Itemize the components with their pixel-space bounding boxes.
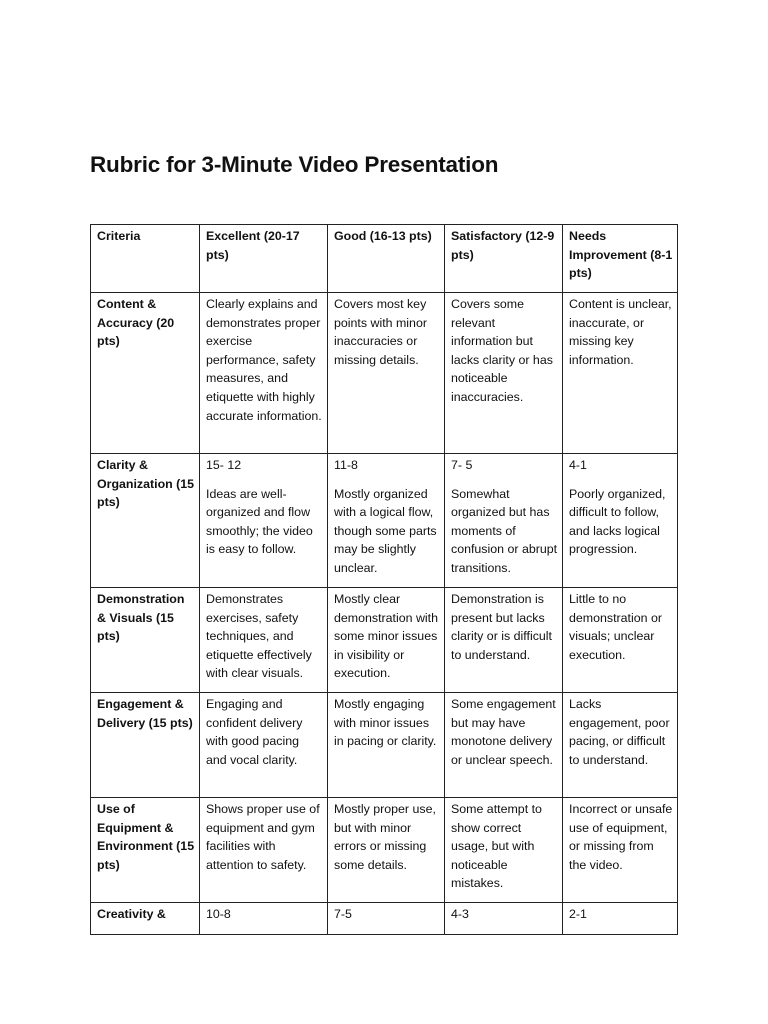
satisfactory-cell	[445, 293, 563, 454]
needs-improvement-cell	[563, 293, 678, 454]
good-cell	[328, 693, 445, 798]
table-row	[91, 454, 678, 588]
excellent-cell	[200, 454, 328, 588]
criteria-cell: Engagement & Delivery (15 pts)	[91, 693, 200, 798]
header-good: Good (16-13 pts)	[328, 225, 445, 293]
table-header-row	[91, 225, 678, 293]
header-satisfactory: Satisfactory (12-9 pts)	[445, 225, 563, 293]
points-range: 10-8	[206, 907, 231, 921]
points-range: 15- 12	[206, 458, 242, 472]
needs-improvement-cell	[563, 588, 678, 693]
table-row	[91, 588, 678, 693]
cell-text: Content is unclear, inaccurate, or missing key information.	[569, 297, 672, 367]
cell-text: Mostly organized with a logical flow, though some parts may be slightly unclear.	[334, 486, 437, 575]
cell-text: Clearly explains and demonstrates proper exercise performance, safety measures, and etiquette with highly accurate information.	[206, 297, 322, 423]
cell-text: Covers some relevant information but lacks clarity or has noticeable inaccuracies.	[451, 297, 553, 404]
criteria-cell: Demonstration & Visuals (15 pts)	[91, 588, 200, 693]
needs-improvement-cell	[563, 903, 678, 935]
table-row	[91, 293, 678, 454]
cell-text: Shows proper use of equipment and gym facilities with attention to safety.	[206, 802, 320, 872]
table-row	[91, 798, 678, 903]
cell-text: Engaging and confident delivery with good pacing and vocal clarity.	[206, 697, 303, 767]
points-range: 7- 5	[451, 458, 473, 472]
cell-text: Mostly proper use, but with minor errors or missing some details.	[334, 802, 436, 872]
cell-text: Mostly engaging with minor issues in pacing or clarity.	[334, 697, 437, 749]
excellent-cell	[200, 693, 328, 798]
criteria-cell: Content & Accuracy (20 pts)	[91, 293, 200, 454]
points-range: 11-8	[334, 458, 358, 472]
cell-text: Mostly clear demonstration with some minor issues in visibility or execution.	[334, 592, 438, 681]
satisfactory-cell	[445, 454, 563, 588]
header-needs-improvement: Needs Improvement (8-1 pts)	[563, 225, 678, 293]
needs-improvement-cell	[563, 693, 678, 798]
cell-text: Poorly organized, difficult to follow, and lacks logical progression.	[569, 486, 666, 557]
cell-text: Lacks engagement, poor pacing, or difficult to understand.	[569, 697, 670, 767]
satisfactory-cell	[445, 798, 563, 903]
cell-text: Incorrect or unsafe use of equipment, or missing from the video.	[569, 802, 673, 872]
points-range: 2-1	[569, 907, 587, 921]
cell-text: Demonstration is present but lacks clarity or is difficult to understand.	[451, 592, 552, 662]
good-cell	[328, 588, 445, 693]
points-range: 4-1	[569, 458, 587, 472]
good-cell	[328, 903, 445, 935]
needs-improvement-cell	[563, 454, 678, 588]
rubric-table	[90, 224, 678, 935]
excellent-cell	[200, 293, 328, 454]
satisfactory-cell	[445, 588, 563, 693]
criteria-cell: Clarity & Organization (15 pts)	[91, 454, 200, 588]
criteria-cell: Use of Equipment & Environment (15 pts)	[91, 798, 200, 903]
points-range: 4-3	[451, 907, 469, 921]
satisfactory-cell	[445, 693, 563, 798]
good-cell	[328, 293, 445, 454]
cell-text: Little to no demonstration or visuals; unclear execution.	[569, 592, 662, 662]
excellent-cell	[200, 798, 328, 903]
cell-text: Some attempt to show correct usage, but with noticeable mistakes.	[451, 802, 542, 891]
criteria-cell: Creativity &	[91, 903, 200, 935]
good-cell	[328, 798, 445, 903]
points-range: 7-5	[334, 907, 352, 921]
cell-text: Covers most key points with minor inaccuracies or missing details.	[334, 297, 427, 367]
excellent-cell	[200, 588, 328, 693]
good-cell	[328, 454, 445, 588]
cell-text: Ideas are well-organized and flow smoothly; the video is easy to follow.	[206, 486, 313, 557]
table-row	[91, 693, 678, 798]
cell-text: Somewhat organized but has moments of confusion or abrupt transitions.	[451, 486, 558, 575]
satisfactory-cell	[445, 903, 563, 935]
excellent-cell	[200, 903, 328, 935]
cell-text: Some engagement but may have monotone delivery or unclear speech.	[451, 697, 556, 767]
header-criteria: Criteria	[91, 225, 200, 293]
header-excellent: Excellent (20-17 pts)	[200, 225, 328, 293]
cell-text: Demonstrates exercises, safety techniques, and etiquette effectively with clear visuals.	[206, 592, 312, 681]
page-title: Rubric for 3-Minute Video Presentation	[90, 152, 499, 177]
table-row	[91, 903, 678, 935]
needs-improvement-cell	[563, 798, 678, 903]
